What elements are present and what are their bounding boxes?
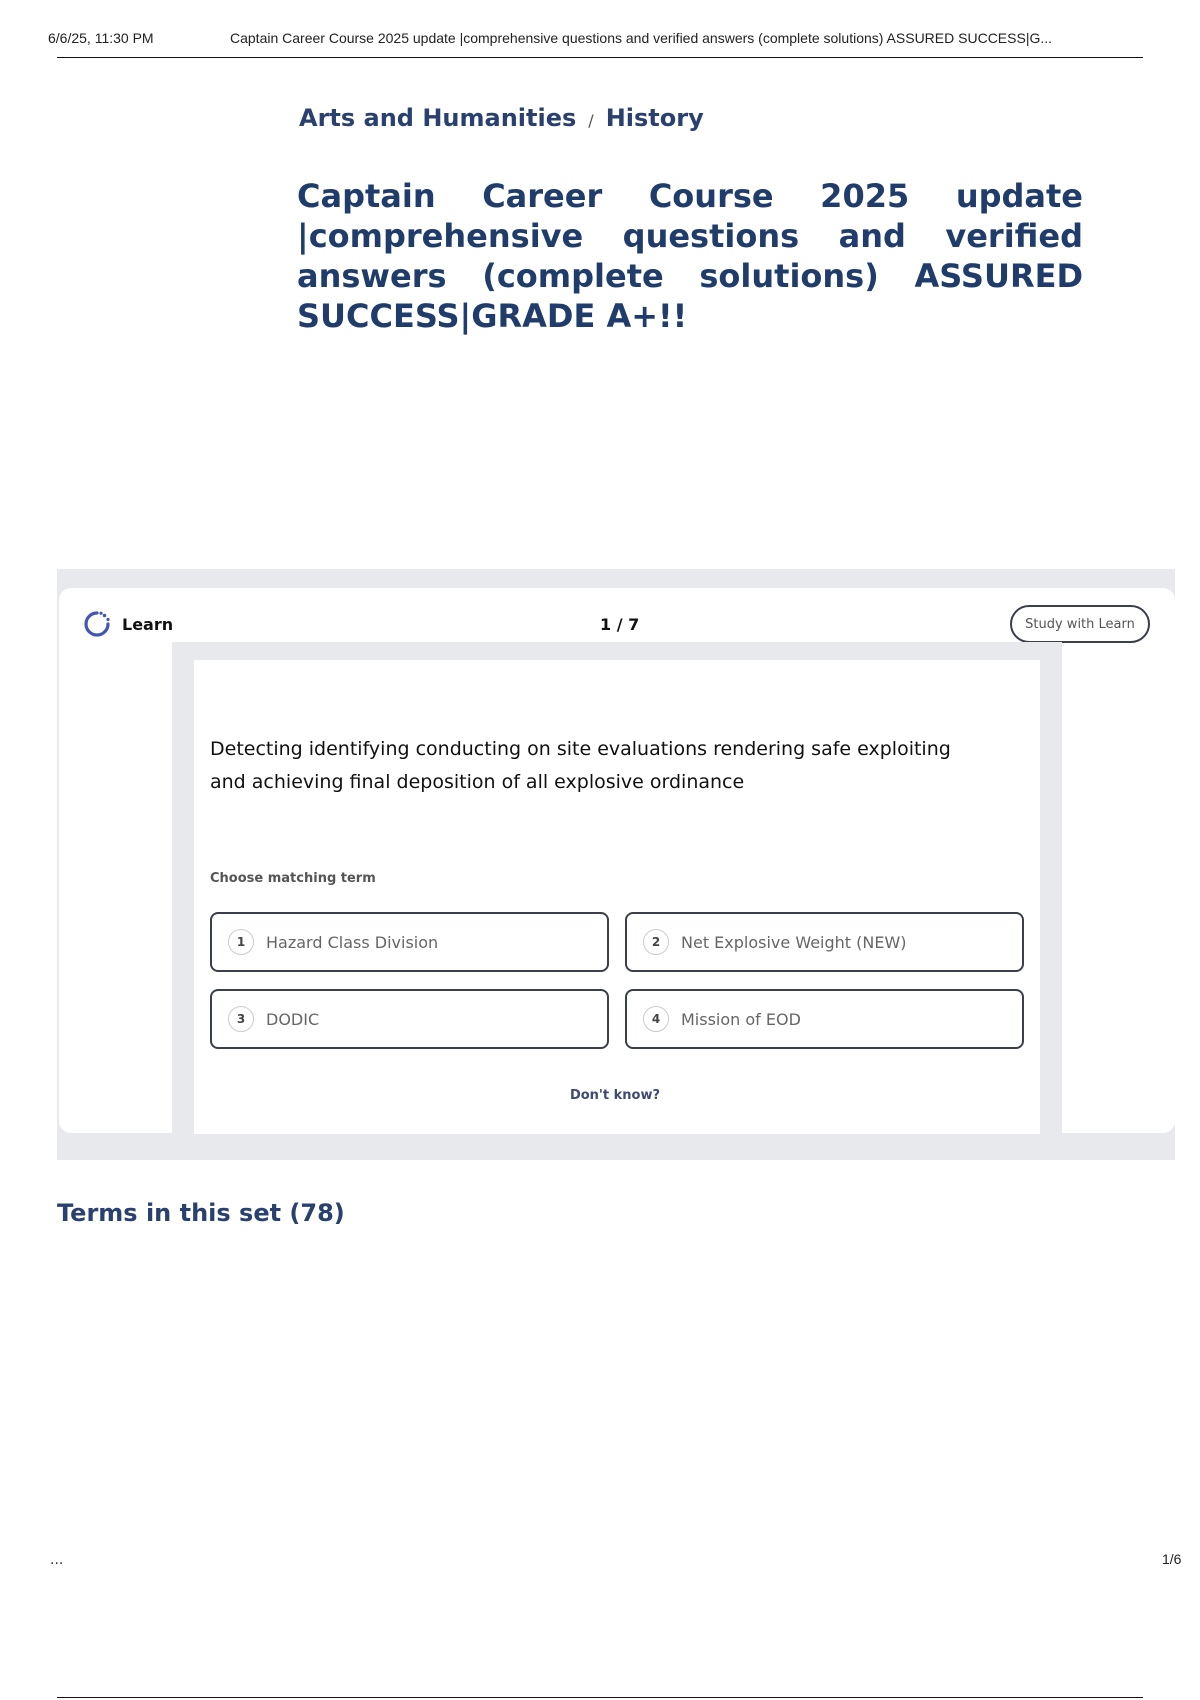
progress-counter: 1 / 7	[600, 615, 640, 634]
print-header	[0, 0, 1200, 60]
page-title: Captain Career Course 2025 update |comprehensive questions and verified answers (complete solutions) ASSURED SUCCESS|GRADE A+!!	[297, 177, 1083, 335]
option-number-badge: 2	[643, 929, 669, 955]
footer-ellipsis: ...	[50, 1552, 64, 1568]
breadcrumb-item-history[interactable]: History	[605, 104, 704, 132]
option-term: Net Explosive Weight (NEW)	[681, 932, 907, 952]
print-document-title: Captain Career Course 2025 update |comprehensive questions and verified answers (complete solutions) ASSURED SUCCESS|G...	[230, 30, 1053, 46]
learn-label: Learn	[122, 615, 174, 634]
print-date: 6/6/25, 11:30 PM	[48, 30, 154, 46]
learn-spinner-icon	[82, 609, 112, 639]
answer-option-3[interactable]	[210, 989, 609, 1049]
choose-matching-term-label: Choose matching term	[210, 871, 376, 886]
option-number-badge: 4	[643, 1006, 669, 1032]
option-number-badge: 1	[228, 929, 254, 955]
breadcrumb	[299, 104, 704, 132]
question-text: Detecting identifying conducting on site evaluations rendering safe exploiting and achieving final deposition of all explosive ordinance	[210, 738, 951, 793]
answer-option-4[interactable]	[625, 989, 1024, 1049]
breadcrumb-separator: /	[588, 111, 594, 130]
breadcrumb-item-arts-and-humanities[interactable]: Arts and Humanities	[299, 104, 577, 132]
footer-rule	[57, 1697, 1143, 1698]
option-term: Hazard Class Division	[266, 932, 439, 952]
option-term: DODIC	[266, 1009, 320, 1029]
option-number-badge: 3	[228, 1006, 254, 1032]
answer-option-1[interactable]	[210, 912, 609, 972]
question-card	[194, 660, 1040, 1134]
page-number: 1/6	[1162, 1551, 1182, 1567]
option-term: Mission of EOD	[681, 1009, 801, 1029]
dont-know-link[interactable]: Don't know?	[569, 1088, 661, 1103]
study-with-learn-button[interactable]: Study with Learn	[1010, 605, 1150, 643]
header-rule	[57, 57, 1143, 58]
answer-option-2[interactable]	[625, 912, 1024, 972]
terms-in-set-heading: Terms in this set (78)	[57, 1199, 345, 1227]
